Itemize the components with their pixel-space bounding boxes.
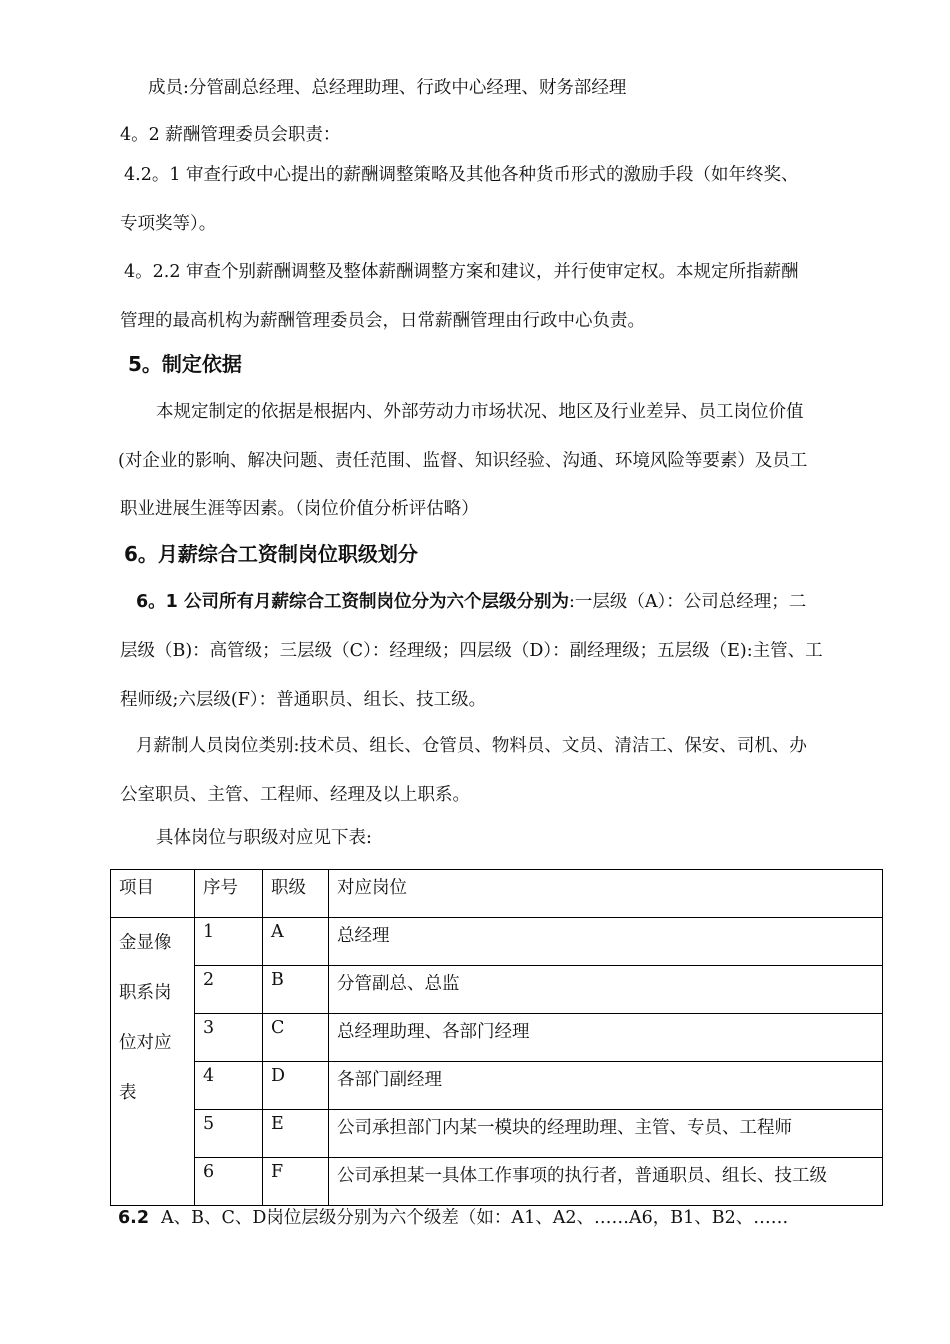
table-row [111, 966, 883, 1014]
section-5-heading: 5。制定依据 [128, 352, 242, 376]
cell-post: 总经理 [329, 918, 883, 966]
paragraph-4-2-2-line1: 4。2.2 审查个别薪酬调整及整体薪酬调整方案和建议，并行使审定权。本规定所指薪酬 [124, 262, 799, 282]
item-label-cell: 金显像职系岗位对应表 [111, 918, 195, 1206]
cell-post: 分管副总、总监 [329, 966, 883, 1014]
paragraph-6-1-line2: 层级（B)：高管级；三层级（C）：经理级；四层级（D）：副经理级；五层级（E):主管、工 [120, 641, 823, 661]
paragraph-4-2-2-line2: 管理的最高机构为薪酬管理委员会，日常薪酬管理由行政中心负责。 [120, 311, 645, 331]
header-item: 项目 [111, 870, 195, 918]
paragraph-5-line3: 职业进展生涯等因素。（岗位价值分析评估略） [120, 499, 479, 519]
cell-grade: D [263, 1062, 329, 1110]
paragraph-4-2-1-line1: 4.2。1 审查行政中心提出的薪酬调整策略及其他各种货币形式的激励手段（如年终奖、 [124, 165, 799, 185]
header-post: 对应岗位 [329, 870, 883, 918]
table-row [111, 918, 883, 966]
paragraph-6-1-rest: :一层级（A）：公司总经理；二 [568, 592, 807, 612]
cell-no: 2 [195, 966, 263, 1014]
table-row [111, 1158, 883, 1206]
cell-no: 3 [195, 1014, 263, 1062]
table-header-row [111, 870, 883, 918]
table-row [111, 1014, 883, 1062]
cell-grade: E [263, 1110, 329, 1158]
paragraph-6-1-line1 [136, 590, 806, 614]
paragraph-6-2-number: 6.2 [118, 1208, 150, 1228]
header-grade: 职级 [263, 870, 329, 918]
cell-grade: A [263, 918, 329, 966]
cell-no: 4 [195, 1062, 263, 1110]
header-no: 序号 [195, 870, 263, 918]
paragraph-categories-line2: 公室职员、主管、工程师、经理及以上职系。 [120, 785, 470, 805]
grade-position-table [110, 869, 883, 1206]
cell-post: 公司承担某一具体工作事项的执行者，普通职员、组长、技工级 [329, 1158, 883, 1206]
paragraph-members: 成员:分管副总经理、总经理助理、行政中心经理、财务部经理 [148, 78, 627, 98]
cell-grade: F [263, 1158, 329, 1206]
cell-no: 5 [195, 1110, 263, 1158]
paragraph-6-1-line3: 程师级;六层级(F）：普通职员、组长、技工级。 [120, 690, 487, 710]
paragraph-4-2-1-line2: 专项奖等）。 [120, 214, 217, 234]
cell-grade: B [263, 966, 329, 1014]
table-row [111, 1062, 883, 1110]
paragraph-categories-line1: 月薪制人员岗位类别:技术员、组长、仓管员、物料员、文员、清洁工、保安、司机、办 [136, 736, 807, 756]
cell-grade: C [263, 1014, 329, 1062]
cell-post: 各部门副经理 [329, 1062, 883, 1110]
cell-post: 总经理助理、各部门经理 [329, 1014, 883, 1062]
cell-no: 1 [195, 918, 263, 966]
paragraph-5-line1: 本规定制定的依据是根据内、外部劳动力市场状况、地区及行业差异、员工岗位价值 [156, 402, 804, 422]
section-4-2-heading: 4。2 薪酬管理委员会职责： [120, 125, 341, 145]
table-intro: 具体岗位与职级对应见下表: [156, 828, 372, 848]
paragraph-6-2-text: A、B、C、D岗位层级分别为六个级差（如：A1、A2、……A6，B1、B2、…… [161, 1208, 789, 1228]
section-6-heading: 6。月薪综合工资制岗位职级划分 [124, 542, 418, 566]
paragraph-6-1-bold: 6。1 公司所有月薪综合工资制岗位分为六个层级分别为 [136, 592, 569, 612]
paragraph-5-line2: (对企业的影响、解决问题、责任范围、监督、知识经验、沟通、环境风险等要素）及员工 [118, 451, 808, 471]
cell-post: 公司承担部门内某一模块的经理助理、主管、专员、工程师 [329, 1110, 883, 1158]
table-row [111, 1110, 883, 1158]
cell-no: 6 [195, 1158, 263, 1206]
paragraph-6-2 [118, 1206, 788, 1230]
